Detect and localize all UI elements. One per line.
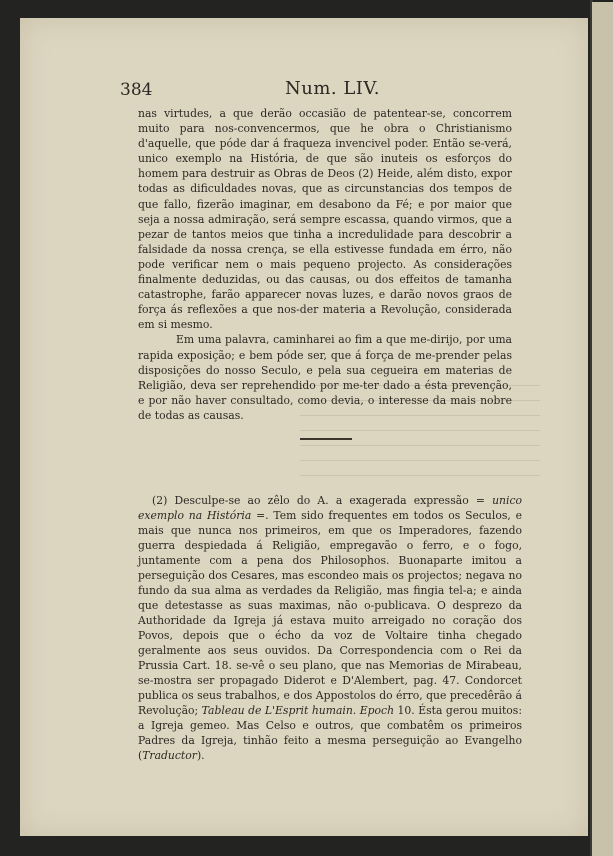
footnote-lead: Desculpe-se ao zêlo do A. a exagerada expressão = [174, 494, 493, 507]
footnote-italic-phrase: unico exemplo na História [138, 494, 522, 522]
footnote-source-title: Tableau de L'Esprit humain. Epoch [201, 704, 395, 717]
running-header-title: Num. LIV. [285, 78, 380, 99]
footnote-text-tail: 10. Ésta gerou muitos: a Igreja gemeo. Mas Celso e outros, que combatêm os primeiros Padres da Igreja, tinhão feito a mesma perseguição ao Evangelho ( [138, 704, 522, 762]
body-paragraph-2: Em uma palavra, caminharei ao fim a que me-dirijo, por uma rapida exposição; e bem póde ser, que á força de me-prender pelas disposições do nosso Seculo, e pela sua cegueira em materias de Religião, deva ser reprehendido por me-ter dado a ésta prevenção, e por não haver consultado, como devia, o interesse da mais nobre de todas as causas. [138, 333, 512, 422]
footnote [138, 493, 522, 763]
footnote-text: =. Tem sido frequentes em todos os Seculos, e mais que nunca nos primeiros, em que os Imperadores, fazendo guerra despiedada á Religião, empregavão o ferro, e o fogo, juntamente com a pena dos Philosophos. Buonaparte imitou a perseguição dos Cesares, mas escondeo mais os projectos; negava no fundo da sua alma as verdades da Religião, mas fingia tel-a; e ainda que detestasse as suas maximas, não o-publicava. O desprezo da Authoridade da Igreja já estava muito arreigado no coração dos Povos, depois que o écho da voz de Voltaire tinha chegado geralmente aos seus ouvidos. Da Correspondencia com o Rei da Prussia Cart. 18. se-vê o seu plano, que nas Memorias de Mirabeau, se-mostra ser propagado Diderot e D'Alembert, pag. 47. Condorcet publica os seus trabalhos, e dos Appostolos do érro, que precedêrão á Revolução; [138, 509, 522, 717]
main-text-body [138, 106, 512, 423]
next-page-edge [592, 2, 613, 856]
footnote-translator: Traductor [142, 749, 197, 762]
footnote-marker: (2) [152, 494, 168, 507]
footnote-paragraph [138, 493, 522, 763]
footnote-closing: ). [196, 749, 205, 762]
body-paragraph-1: nas virtudes, a que derão occasião de patentear-se, concorrem muito para nos-convencermos, que he obra o Christianismo d'aquelle, que póde dar á fraqueza invencivel poder. Então se-verá, unico exemplo na História, de que são inuteis os esforços do homem para destruir as Obras de Deos (2) Heide, além disto, expor todas as dificuldades novas, que as circunstancias dos tempos de que fallo, fizerão imaginar, em desabono da Fé; e por maior que seja a nossa admiração, será sempre escassa, quando virmos, que a pezar de tantos meios que tinha a incredulidade para descobrir a falsidade da nossa crença, se ella estivesse fundada em érro, não pode verificar nem o mais pequeno projecto. As considerações finalmente deduzidas, ou das causas, ou dos effeitos de tamanha catastrophe, farão apparecer novas luzes, e darão novos graos de força ás reflexões a que nos-der materia a Revolução, considerada em si mesmo. [138, 107, 512, 332]
page-number: 384 [120, 80, 153, 100]
section-divider-rule [300, 438, 352, 440]
